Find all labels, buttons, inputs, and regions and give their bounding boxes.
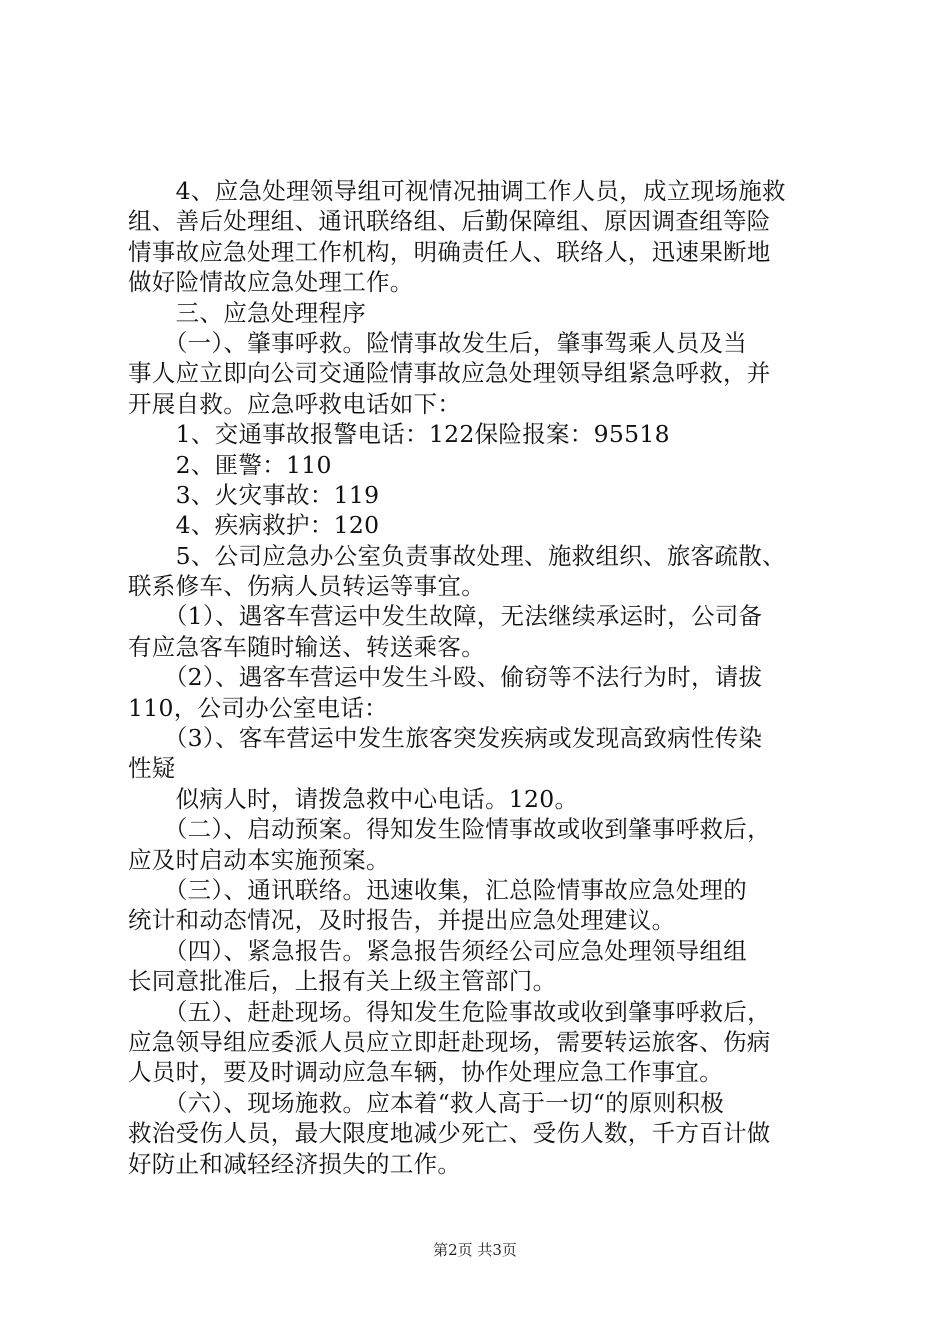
document-body bbox=[128, 176, 833, 1179]
text-line: 有应急客车随时输送、转送乘客。 bbox=[128, 632, 485, 661]
text-line: 应及时启动本实施预案。 bbox=[128, 845, 390, 874]
text-line: 人员时，要及时调动应急车辆，协作处理应急工作事宜。 bbox=[128, 1058, 723, 1087]
text-line: 应急领导组应委派人员应立即赶赴现场，需要转运旅客、伤病 bbox=[128, 1027, 771, 1056]
text-line: （五）、赶赴现场。得知发生危险事故或收到肇事呼救后， bbox=[128, 997, 771, 1026]
text-line: 4、应急处理领导组可视情况抽调工作人员，成立现场施救 bbox=[128, 177, 786, 205]
text-line: 救治受伤人员，最大限度地减少死亡、受伤人数，千方百计做 bbox=[128, 1119, 771, 1148]
text-line: 联系修车、伤病人员转运等事宜。 bbox=[128, 572, 485, 601]
text-line: 1、交通事故报警电话：122保险报案：95518 bbox=[128, 420, 670, 449]
text-line: 5、公司应急办公室负责事故处理、施救组织、旅客疏散、 bbox=[128, 541, 786, 570]
text-line: 3、火灾事故：119 bbox=[128, 480, 380, 509]
text-line: 情事故应急处理工作机构，明确责任人、联络人，迅速果断地 bbox=[128, 237, 771, 266]
text-line: 做好险情故应急处理工作。 bbox=[128, 268, 414, 297]
text-line: 组、善后处理组、通讯联络组、后勤保障组、原因调查组等险 bbox=[128, 207, 771, 236]
text-line: 好防止和减轻经济损失的工作。 bbox=[128, 1149, 462, 1178]
text-line: 似病人时，请拨急救中心电话。120。 bbox=[128, 784, 579, 813]
text-line: 开展自救。应急呼救电话如下： bbox=[128, 389, 462, 418]
text-line: 长同意批准后，上报有关上级主管部门。 bbox=[128, 967, 557, 996]
text-line: （六）、现场施救。应本着“救人高于一切“的原则积极 bbox=[128, 1088, 725, 1117]
text-line: 性疑 bbox=[128, 754, 176, 783]
text-line: （二）、启动预案。得知发生险情事故或收到肇事呼救后， bbox=[128, 815, 771, 844]
text-line: （一）、肇事呼救。险情事故发生后，肇事驾乘人员及当 bbox=[128, 328, 748, 357]
section-heading: 三、应急处理程序 bbox=[128, 298, 366, 327]
text-line: （2）、遇客车营运中发生斗殴、偷窃等不法行为时，请拔 bbox=[128, 663, 763, 692]
text-line: （三）、通讯联络。迅速收集，汇总险情事故应急处理的 bbox=[128, 875, 748, 904]
text-line: 110，公司办公室电话： bbox=[128, 693, 388, 722]
text-line: （1）、遇客车营运中发生故障，无法继续承运时，公司备 bbox=[128, 602, 763, 631]
text-line: 2、匪警：110 bbox=[128, 450, 332, 479]
text-line: 统计和动态情况，及时报告，并提出应急处理建议。 bbox=[128, 906, 676, 935]
text-line: （四）、紧急报告。紧急报告须经公司应急处理领导组组 bbox=[128, 936, 748, 965]
text-line: 4、疾病救护：120 bbox=[128, 511, 380, 540]
page-number-footer: 第2页 共3页 bbox=[433, 1241, 517, 1259]
text-line: 事人应立即向公司交通险情事故应急处理领导组紧急呼救，并 bbox=[128, 359, 771, 388]
text-line: （3）、客车营运中发生旅客突发疾病或发现高致病性传染 bbox=[128, 724, 763, 753]
